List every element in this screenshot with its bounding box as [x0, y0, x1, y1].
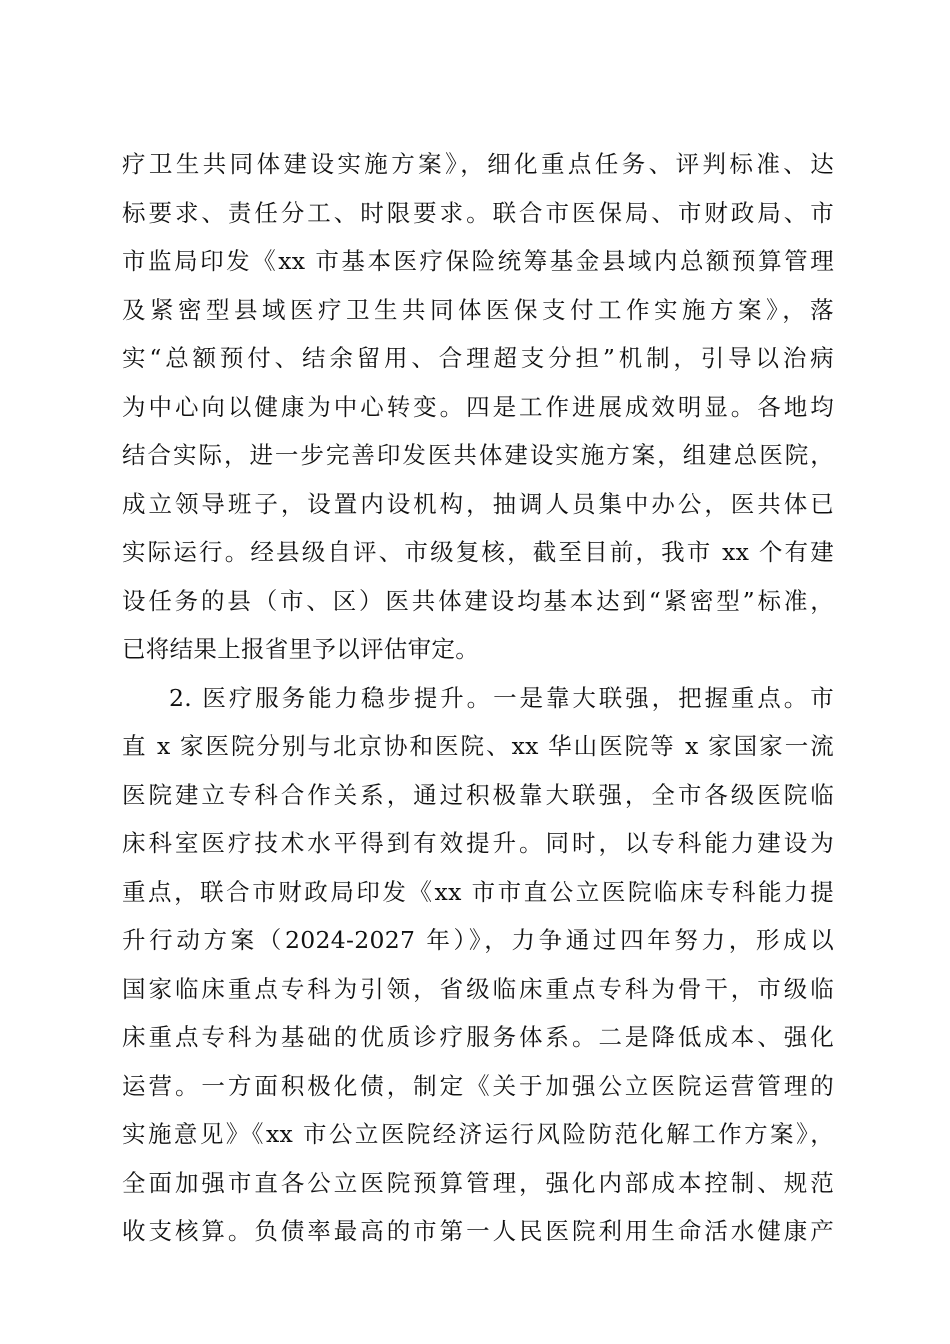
text-line: 实“总额预付、结余留用、合理超支分担”机制，引导以治病: [122, 344, 834, 372]
text-line: 及紧密型县域医疗卫生共同体医保支付工作实施方案》，落: [122, 295, 834, 324]
text-line: 标要求、责任分工、时限要求。联合市医保局、市财政局、市: [122, 198, 834, 227]
text-line: 实际运行。经县级自评、市级复核，截至目前，我市 xx 个有建: [122, 538, 834, 566]
text-line: 医院建立专科合作关系，通过积极靠大联强，全市各级医院临: [122, 780, 834, 809]
text-line: 市监局印发《xx 市基本医疗保险统筹基金县域内总额预算管理: [122, 247, 834, 275]
paragraph-end-line: 已将结果上报省里予以评估审定。: [122, 635, 479, 663]
paragraph-start-line: 2. 医疗服务能力稳步提升。一是靠大联强，把握重点。市: [169, 683, 834, 712]
text-line: 国家临床重点专科为引领，省级临床重点专科为骨干，市级临: [122, 974, 834, 1003]
text-line: 成立领导班子，设置内设机构，抽调人员集中办公，医共体已: [122, 489, 834, 518]
text-line: 设任务的县（市、区）医共体建设均基本达到“紧密型”标准，: [122, 586, 834, 615]
text-line: 实施意见》《xx 市公立医院经济运行风险防范化解工作方案》，: [122, 1120, 834, 1148]
text-line: 床科室医疗技术水平得到有效提升。同时，以专科能力建设为: [122, 829, 834, 857]
text-line: 收支核算。负债率最高的市第一人民医院利用生命活水健康产: [122, 1217, 834, 1245]
text-line: 为中心向以健康为中心转变。四是工作进展成效明显。各地均: [122, 392, 834, 421]
body-text: [122, 140, 834, 1256]
text-line: 运营。一方面积极化债，制定《关于加强公立医院运营管理的: [122, 1071, 834, 1100]
text-line: 升行动方案（2024-2027 年）》，力争通过四年努力，形成以: [122, 926, 834, 954]
text-line: 重点，联合市财政局印发《xx 市市直公立医院临床专科能力提: [122, 877, 834, 906]
text-line: 全面加强市直各公立医院预算管理，强化内部成本控制、规范: [122, 1168, 834, 1197]
text-line: 疗卫生共同体建设实施方案》，细化重点任务、评判标准、达: [122, 150, 834, 178]
text-line: 结合实际，进一步完善印发医共体建设实施方案，组建总医院，: [122, 441, 834, 469]
text-line: 床重点专科为基础的优质诊疗服务体系。二是降低成本、强化: [122, 1023, 834, 1051]
text-line: 直 x 家医院分别与北京协和医院、xx 华山医院等 x 家国家一流: [122, 732, 834, 760]
